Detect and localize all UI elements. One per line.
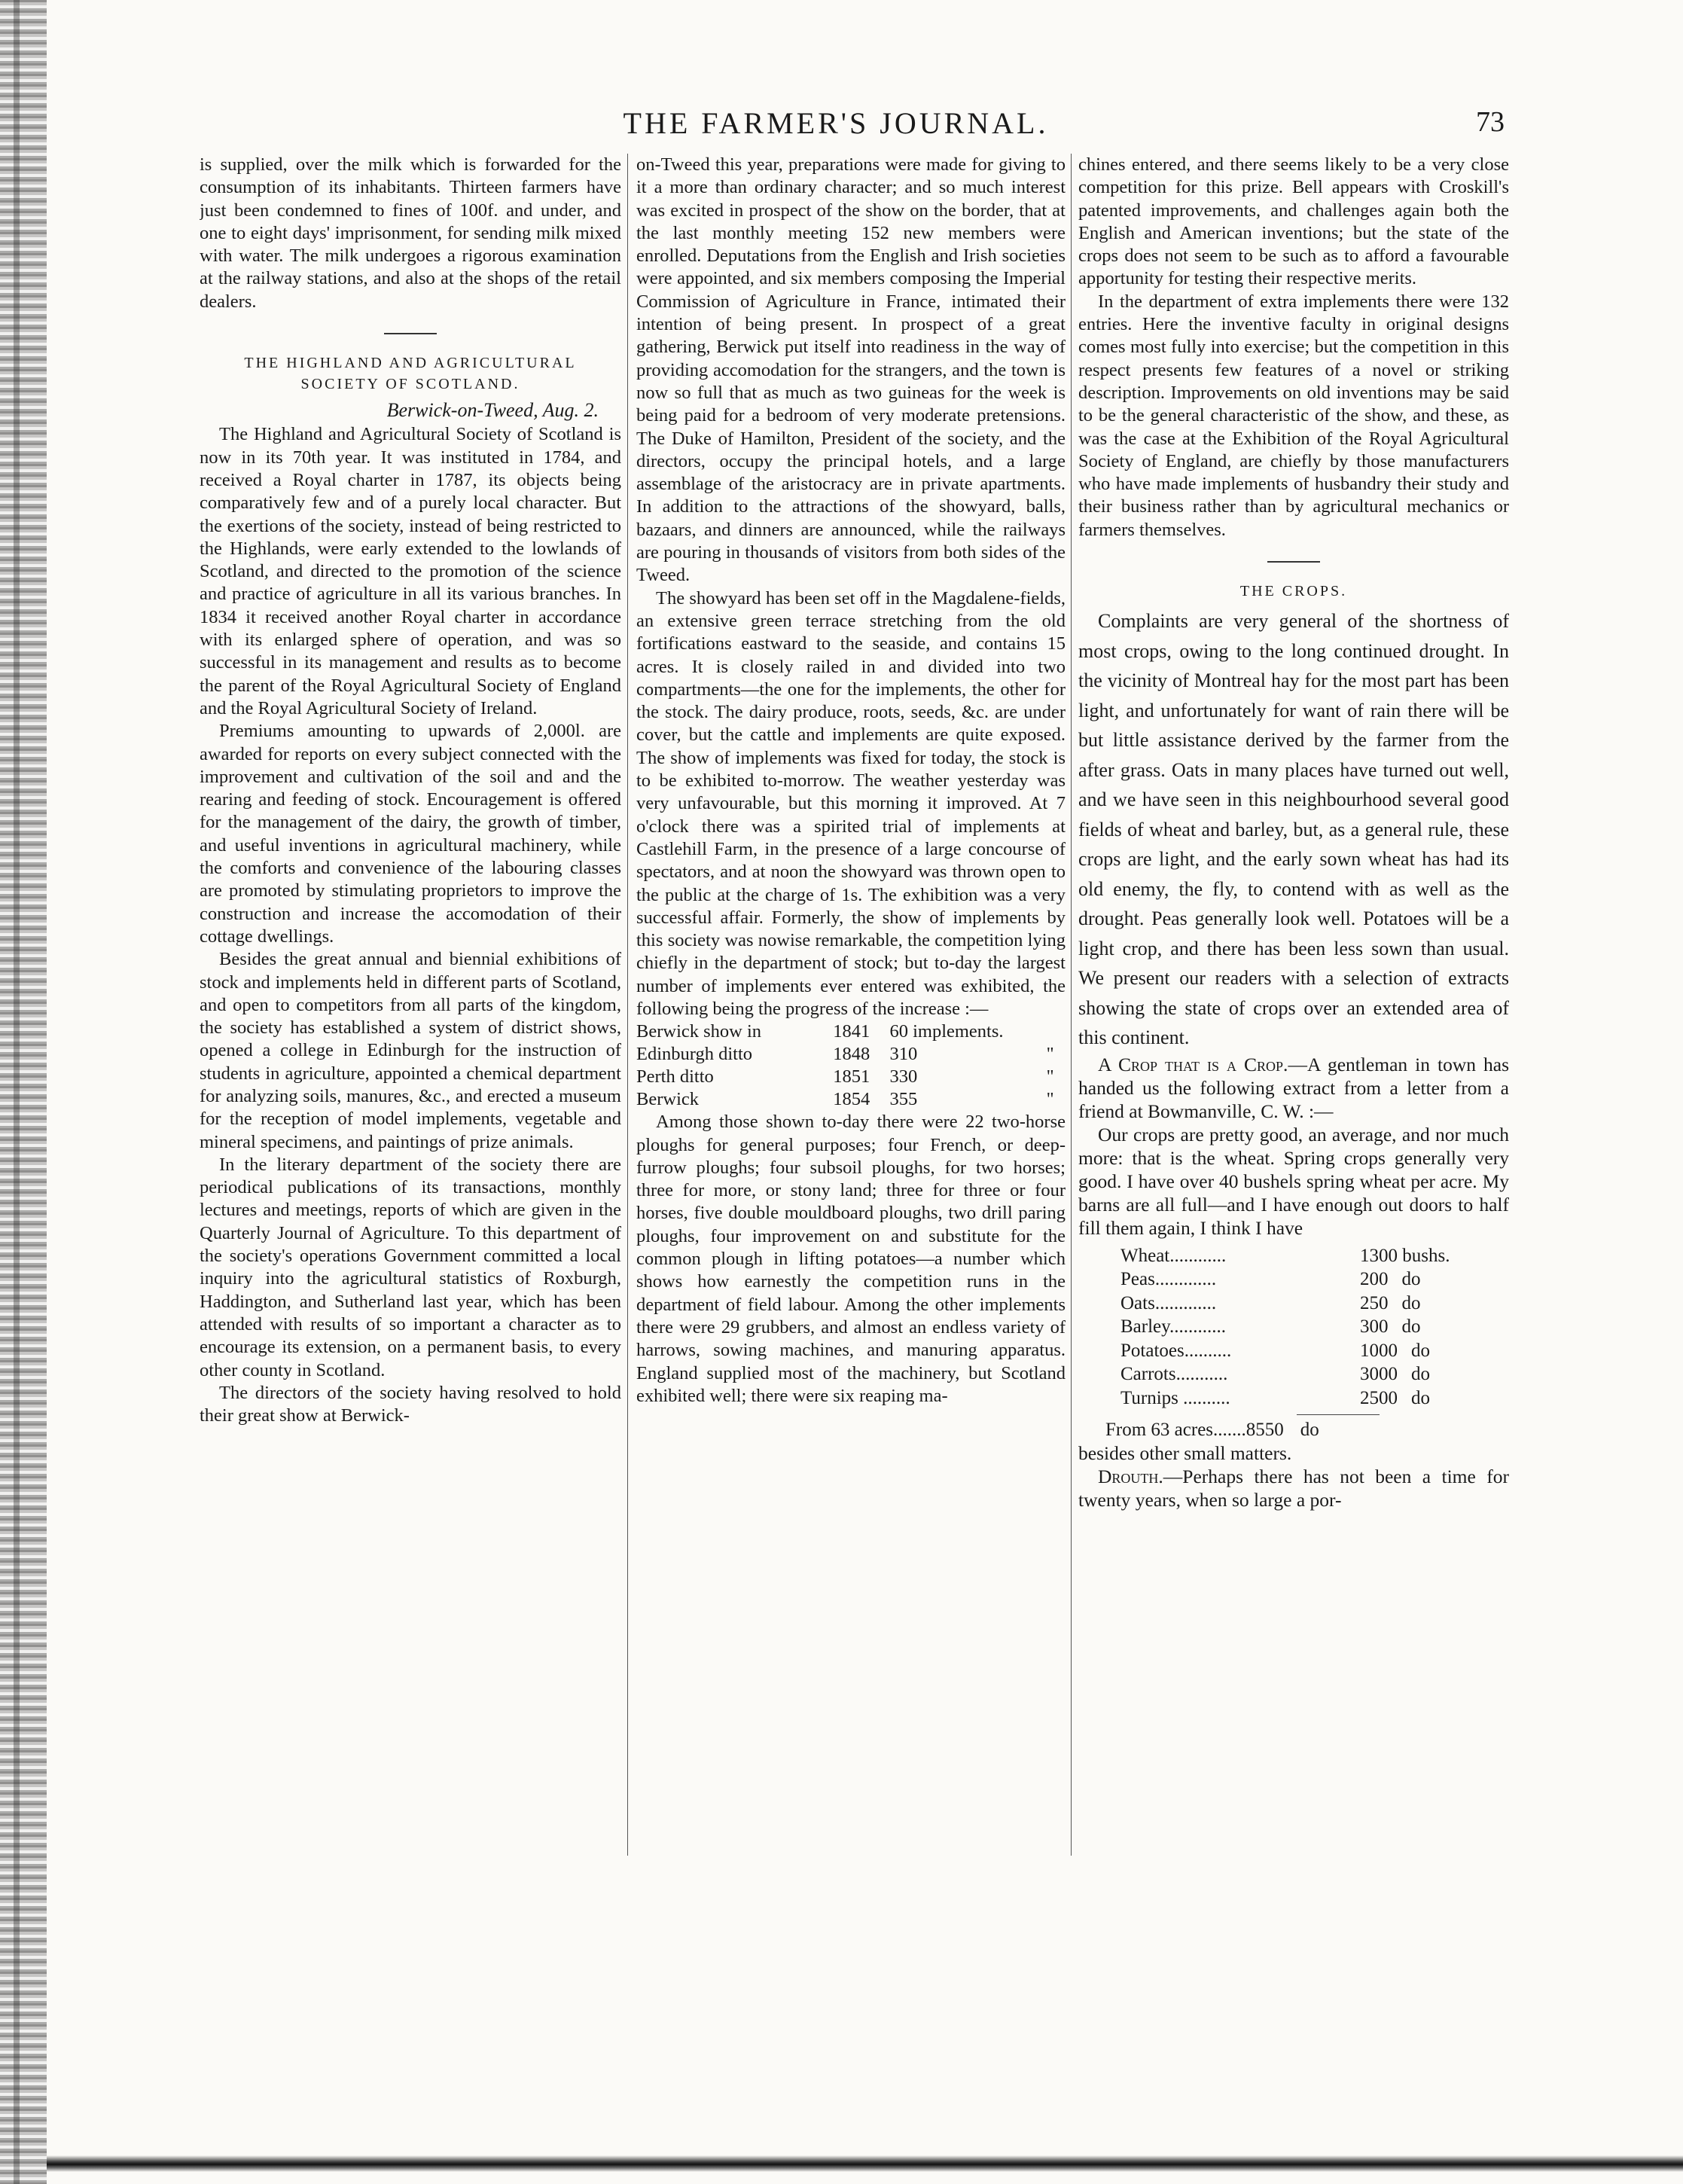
dateline: Berwick-on-Tweed, Aug. 2.	[386, 399, 599, 422]
paragraph: Our crops are pretty good, an average, and nor much more: that is the wheat. Spring crops generally very good. I have over 40 bushels spring wheat per acre. My barns are all full—and I have enough out doors to half fill them again, I think I have	[1078, 1123, 1509, 1239]
paragraph: Drouth.—Perhaps there has not been a time for twenty years, when so large a por-	[1078, 1466, 1509, 1511]
paragraph: The directors of the society having resolved to hold their great show at Berwick-	[200, 1382, 621, 1426]
column-1	[200, 154, 621, 1863]
paragraph: The Highland and Agricultural Society of Scotland is now in its 70th year. It was instituted in 1784, and received a Royal charter in 1787, its objects being comparatively few and of a purely local character. But the exertions of the society, instead of being restricted to the Highlands, were early extended to the lowlands of Scotland, and directed to the promotion of the science and practice of agriculture in all its various branches. In 1834 it received another Royal charter in accordance with its enlarged sphere of operation, and was so successful in its management and results as to become the parent of the Royal Agricultural Society of England and the Royal Agricultural Society of Ireland.	[200, 424, 621, 718]
page-bottom-edge	[47, 2155, 1683, 2172]
table-row: Berwick show in 1841 60 implements.	[636, 1021, 1004, 1042]
run-in-heading: Drouth.	[1098, 1466, 1163, 1488]
paragraph: In the literary department of the society there are periodical publications of its transactions, monthly lectures and meetings, reports of which are given in the Quarterly Journal of Agriculture. To this department of the society's operations Government committed a local inquiry into the agricultural statistics of Roxburgh, Haddington, and Sutherland last year, which has been attended with results of so important a character as to encourage its extension, on a permanent basis, to every other county in Scotland.	[200, 1154, 621, 1380]
paragraph: is supplied, over the milk which is forwarded for the consumption of its inhabitants. Thirteen farmers have just been condemned to fines of 100f. and under, and one to eight days' imprisonment, for sending milk mixed with water. The milk undergoes a rigorous examination at the railway stations, and also at the shops of the retail dealers.	[200, 154, 621, 312]
table-row: Berwick 1854 355 "	[636, 1089, 1054, 1110]
paragraph: on-Tweed this year, preparations were made for giving to it a more than ordinary character; and so much interest was excited in prospect of the show on the border, that at the last monthly meeting 152 new members were enrolled. Deputations from the English and Irish societies were appointed, and six members composing the Imperial Commission of Agriculture in France, intimated their intention of being present. In prospect of a great gathering, Berwick put itself into readiness in the way of providing accomodation for the strangers, and the town is now so full that as much as two guineas for the week is being paid for a bedroom of very moderate pretensions. The Duke of Hamilton, President of the society, and the directors, occupy the principal hotels, and a large assemblage of the aristocracy are in private apartments. In addition to the attractions of the showyard, balls, bazaars, and dinners are announced, while the railways are pouring in thousands of visitors from both sides of the Tweed.	[636, 154, 1066, 586]
table-row: Oats............. 250 do	[1120, 1292, 1421, 1313]
column-3	[1078, 154, 1509, 1863]
run-in-heading: A Crop that is a Crop.	[1098, 1053, 1288, 1075]
paragraph: A Crop that is a Crop.—A gentleman in town has handed us the following extract from a letter from a friend at Bowmanville, C. W. :—	[1078, 1053, 1509, 1122]
table-row: Carrots........... 3000 do	[1120, 1364, 1430, 1385]
section-title: THE HIGHLAND AND AGRICULTURAL SOCIETY OF SCOTLAND.	[244, 355, 577, 393]
column-rule	[1071, 154, 1072, 1856]
crop-total-row: From 63 acres....... 8550 do	[1105, 1420, 1319, 1441]
page-spine-edge	[0, 0, 47, 2184]
table-row: Edinburgh ditto 1848 310 "	[636, 1044, 1054, 1065]
paragraph: chines entered, and there seems likely to be a very close competition for this prize. Bell appears with Croskill's patented improvements, and challenges again both the English and American inventions; but the state of the crops does not seem to be such as to afford a favourable apportunity for testing their respective merits.	[1078, 154, 1509, 289]
crop-yield-table	[1120, 1244, 1509, 1411]
section-divider	[384, 333, 437, 334]
column-2	[636, 154, 1066, 1863]
column-rule	[627, 154, 628, 1856]
section-divider	[1267, 561, 1320, 563]
running-header: THE FARMER'S JOURNAL.	[623, 106, 1049, 140]
paragraph: Besides the great annual and biennial exhibitions of stock and implements held in different parts of Scotland, and open to competitors from all parts of the kingdom, the society has established a system of district shows, opened a college in Edinburgh for the instruction of students in agriculture, appointed a chemical department for analyzing soils, manures, &c., and erected a museum for the reception of model implements, vegetable and mineral specimens, and paintings of prize animals.	[200, 949, 621, 1152]
section-title: THE CROPS.	[1239, 583, 1348, 600]
table-row: Wheat............ 1300 bushs.	[1120, 1245, 1450, 1266]
paragraph: besides other small matters.	[1078, 1442, 1292, 1465]
paragraph: Premiums amounting to upwards of 2,000l. are awarded for reports on every subject connected with the improvement and cultivation of the soil and and the rearing and feeding of stock. Encouragement is offered for the management of the dairy, the growth of timber, and useful inventions in agricultural machinery, while the comforts and convenience of the labouring classes are promoted by stimulating proprietors to improve the construction and increase the accomodation of their cottage dwellings.	[200, 721, 621, 947]
table-row: Peas............. 200 do	[1120, 1269, 1421, 1290]
table-row: Turnips .......... 2500 do	[1120, 1387, 1430, 1408]
page-number: 73	[1476, 106, 1505, 138]
paragraph: In the department of extra implements there were 132 entries. Here the inventive faculty in original designs comes most fully into exercise; but the competition in this respect presents few features of a novel or striking description. Improvements on old inventions may be said to be the general characteristic of the show, and these, as was the case at the Exhibition of the Royal Agricultural Society of England, are chiefly by those manufacturers who have made implements of husbandry their study and their business rather than by agricultural mechanics or farmers themselves.	[1078, 291, 1509, 540]
table-row: Barley............ 300 do	[1120, 1316, 1421, 1338]
paragraph: Among those shown to-day there were 22 two-horse ploughs for general purposes; four French, or deep-furrow ploughs; four subsoil ploughs, for two horses; three for more, or stony land; three for three or four horses, five double mouldboard ploughs, two drill paring ploughs, four improvement on and substitute for the common plough in lifting potatoes—a number which shows how earnestly the competition runs in the department of field labour. Among the other implements there were 29 grubbers, and almost an endless variety of harrows, sowing machines, and manuring apparatus. England supplied most of the machinery, but Scotland exhibited well; there were six reaping ma-	[636, 1112, 1066, 1406]
paragraph: Complaints are very general of the shortness of most crops, owing to the long continued drought. In the vicinity of Montreal hay for the most part has been light, and unfortunately for want of rain there will be but little assistance derived by the farmer from the after grass. Oats in many places have turned out well, and we have seen in this neighbourhood several good fields of wheat and barley, but, as a general rule, these crops are light, and the early sown wheat has had its old enemy, the fly, to contend with as well as the drought. Peas generally look well. Potatoes will be a light crop, and there has been less sown than usual. We present our readers with a selection of extracts showing the state of crops over an extended area of this continent.	[1078, 610, 1509, 1049]
table-row: Potatoes.......... 1000 do	[1120, 1340, 1430, 1361]
table-row: Perth ditto 1851 330 "	[636, 1066, 1054, 1087]
page-binding-shadow	[14, 0, 20, 2184]
paragraph: The showyard has been set off in the Magdalene-fields, an extensive green terrace stretching from the old fortifications eastward to the seaside, and contains 15 acres. It is closely railed in and divided into two compartments—the one for the implements, the other for the stock. The dairy produce, roots, seeds, &c. are under cover, but the cattle and implements are quite exposed. The show of implements was fixed for today, the stock is to be exhibited to-morrow. The weather yesterday was very unfavourable, but this morning it improved. At 7 o'clock there was a spirited trial of implements at Castlehill Farm, in the presence of a large concourse of spectators, and at noon the showyard was thrown open to the public at the charge of 1s. The exhibition was a very successful affair. Formerly, the show of implements by this society was nowise remarkable, the competition lying chiefly in the department of stock; but to-day the largest number of implements ever entered was exhibited, the following being the progress of the increase :—	[636, 587, 1066, 1019]
implements-table	[636, 1020, 1066, 1111]
total-rule	[1297, 1414, 1380, 1415]
